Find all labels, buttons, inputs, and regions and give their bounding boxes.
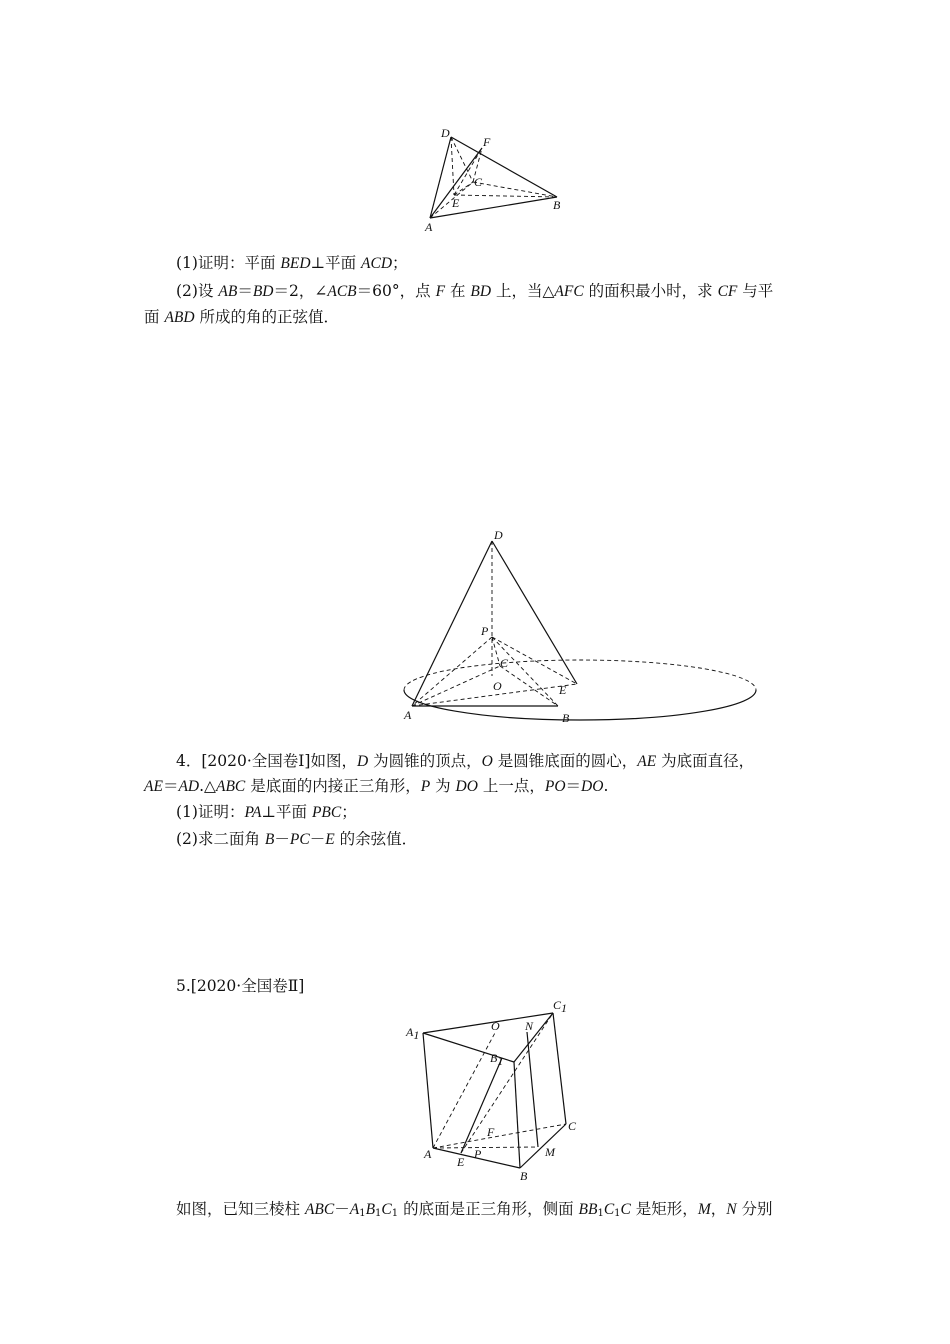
problem4-part1: (1)证明：PA⊥平面 PBC； bbox=[176, 803, 357, 821]
label-O: O bbox=[491, 1019, 500, 1033]
problem3-part2-line1: (2)设 AB＝BD＝2，∠ACB＝60°，点 F 在 BD 上，当△AFC 的面积最小时，求 CF 与平 bbox=[176, 282, 774, 300]
problem5-text: 如图，已知三棱柱 $ABC-A_1B_1C_1$ 的底面是正三角形，侧面 $BB_1C_1C$ 是矩形，M，N 分别 bbox=[176, 1200, 773, 1219]
problem3-part1: (1)证明：平面 BED⊥平面 ACD； bbox=[176, 254, 408, 272]
label-C: C bbox=[500, 656, 509, 670]
label-C: C bbox=[568, 1119, 577, 1133]
label-A: A bbox=[404, 708, 412, 722]
label-B: B bbox=[562, 711, 570, 725]
label-E: E bbox=[559, 683, 567, 697]
label-B1: B1 bbox=[490, 1051, 504, 1068]
label-D: D bbox=[494, 528, 503, 542]
problem5-heading: 5.[2020·全国卷Ⅱ] bbox=[176, 977, 305, 995]
label-A1: A1 bbox=[406, 1025, 420, 1042]
problem4-line2: AE＝AD.△ABC 是底面的内接正三角形，P 为 DO 上一点，PO＝DO. bbox=[144, 777, 609, 795]
label-D: D bbox=[441, 126, 450, 140]
label-F: F bbox=[487, 1125, 495, 1139]
label-P: P bbox=[481, 624, 489, 638]
label-C: C bbox=[474, 175, 483, 189]
problem4-line1: 4．[2020·全国卷Ⅰ]如图，D 为圆锥的顶点，O 是圆锥底面的圆心，AE 为底面直径， bbox=[176, 752, 755, 770]
label-E: E bbox=[457, 1155, 465, 1169]
label-E: E bbox=[452, 196, 460, 210]
label-C1: C1 bbox=[553, 998, 568, 1015]
label-A: A bbox=[424, 1147, 432, 1161]
label-A: A bbox=[425, 220, 433, 234]
label-F: F bbox=[483, 135, 491, 149]
label-O: O bbox=[493, 679, 502, 693]
problem4-part2: (2)求二面角 B－PC－E 的余弦值． bbox=[176, 830, 418, 848]
label-B: B bbox=[553, 198, 561, 212]
label-B: B bbox=[520, 1169, 528, 1183]
label-P: P bbox=[474, 1147, 482, 1161]
label-N: N bbox=[525, 1019, 534, 1033]
label-M: M bbox=[545, 1145, 555, 1159]
problem3-part2-line2: 面 ABD 所成的角的正弦值． bbox=[144, 308, 340, 326]
